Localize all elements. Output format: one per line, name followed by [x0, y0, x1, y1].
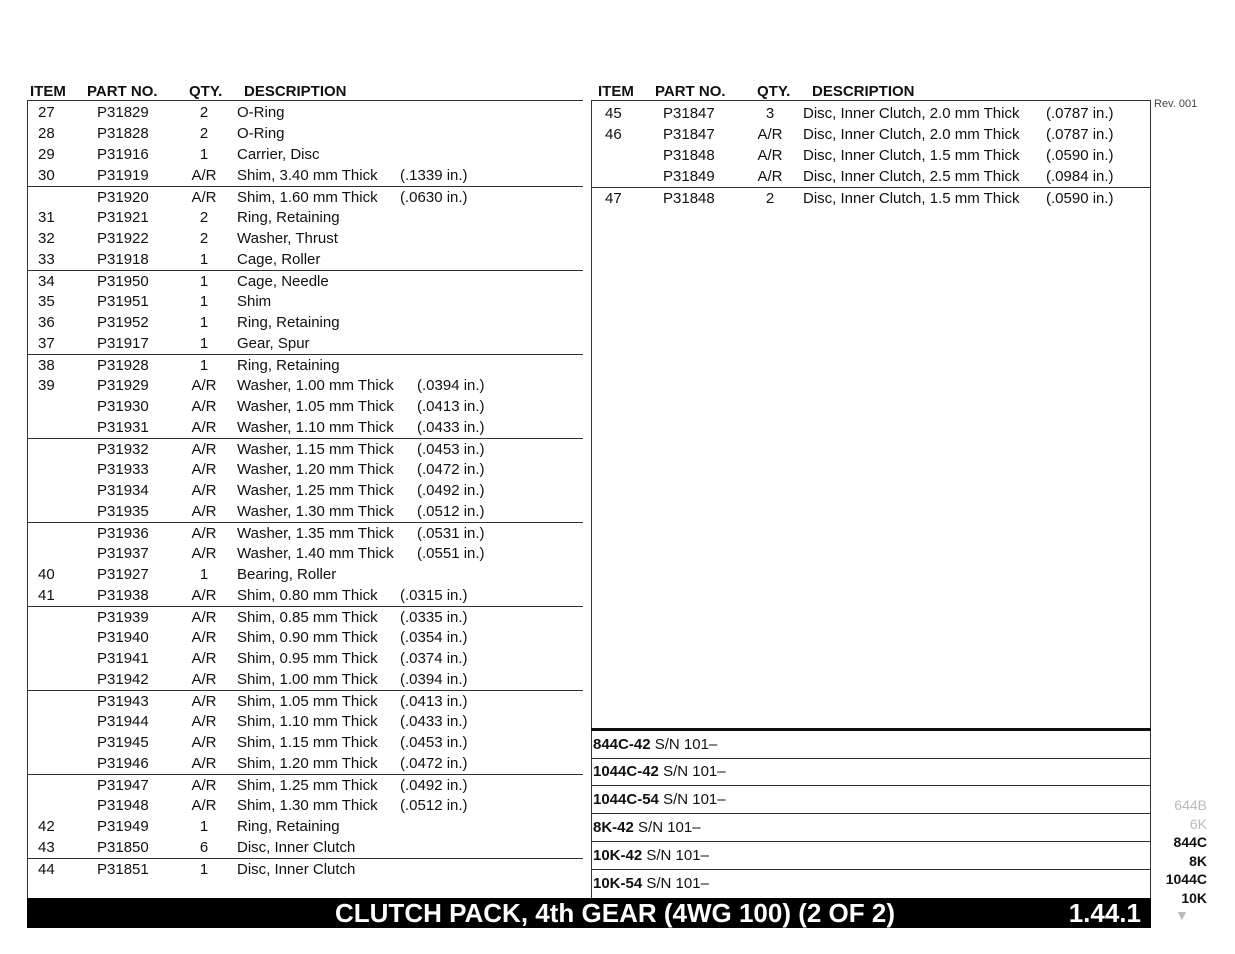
row-part-number: P31847: [663, 105, 715, 122]
header-description: DESCRIPTION: [244, 83, 347, 100]
row-size: (.0590 in.): [1046, 147, 1114, 164]
table-row: [27, 753, 583, 774]
row-part-number: P31939: [97, 609, 149, 626]
row-quantity: A/R: [191, 482, 217, 499]
table-row: [27, 501, 583, 522]
model-label: 1044C: [1165, 871, 1207, 887]
row-description: Washer, 1.05 mm Thick: [237, 398, 394, 415]
row-item-number: 38: [38, 357, 55, 374]
row-item-number: 46: [605, 126, 622, 143]
row-description: Washer, 1.15 mm Thick: [237, 441, 394, 458]
row-part-number: P31940: [97, 629, 149, 646]
row-item-number: 28: [38, 125, 55, 142]
row-quantity: 1: [199, 146, 209, 163]
row-description: Washer, Thrust: [237, 230, 338, 247]
row-description: Shim, 0.90 mm Thick: [237, 629, 378, 646]
title-banner: [27, 898, 1151, 928]
row-size: (.0413 in.): [417, 398, 485, 415]
row-size: (.0472 in.): [417, 461, 485, 478]
row-item-number: 35: [38, 293, 55, 310]
row-description: O-Ring: [237, 104, 285, 121]
row-quantity: A/R: [191, 587, 217, 604]
down-arrow-icon: ▼: [1175, 907, 1189, 923]
table-row: [27, 606, 583, 628]
left-header-rule: [27, 100, 583, 101]
serial-row: [591, 841, 1151, 870]
row-quantity: A/R: [191, 419, 217, 436]
row-description: Washer, 1.20 mm Thick: [237, 461, 394, 478]
row-quantity: A/R: [191, 797, 217, 814]
row-item-number: 32: [38, 230, 55, 247]
row-part-number: P31941: [97, 650, 149, 667]
serial-range: S/N 101–: [654, 736, 718, 753]
row-size: (.0394 in.): [417, 377, 485, 394]
row-description: Cage, Roller: [237, 251, 321, 268]
row-description: Disc, Inner Clutch, 2.0 mm Thick: [803, 126, 1020, 143]
header-description: DESCRIPTION: [812, 83, 915, 100]
row-part-number: P31920: [97, 189, 149, 206]
row-size: (.0472 in.): [400, 755, 468, 772]
model-index: [1127, 796, 1207, 907]
table-row: [27, 312, 583, 333]
serial-text: [593, 791, 726, 808]
row-part-number: P31848: [663, 190, 715, 207]
row-quantity: A/R: [191, 525, 217, 542]
row-part-number: P31945: [97, 734, 149, 751]
header-qty: QTY.: [757, 83, 791, 100]
serial-model: 10K-54: [593, 875, 643, 892]
model-label: 8K: [1189, 852, 1207, 869]
table-row: [27, 102, 583, 123]
row-description: Shim, 1.10 mm Thick: [237, 713, 378, 730]
serial-text: [593, 875, 709, 892]
serial-row: [591, 813, 1151, 842]
serial-model: 8K-42: [593, 819, 634, 836]
serial-row: [591, 757, 1151, 786]
row-size: (.0630 in.): [400, 189, 468, 206]
serial-range: S/N 101–: [646, 875, 709, 892]
model-label: 644B: [1174, 797, 1207, 813]
table-row: [27, 795, 583, 816]
table-row: [27, 627, 583, 648]
table-row: [27, 186, 583, 208]
row-part-number: P31851: [97, 861, 149, 878]
row-size: (.0335 in.): [400, 609, 468, 626]
table-row: [27, 669, 583, 690]
row-description: Shim, 1.15 mm Thick: [237, 734, 378, 751]
row-size: (.1339 in.): [400, 167, 468, 184]
row-quantity: A/R: [191, 671, 217, 688]
row-description: Bearing, Roller: [237, 566, 337, 583]
row-part-number: P31952: [97, 314, 149, 331]
table-row: [27, 144, 583, 165]
table-row: [27, 480, 583, 501]
row-item-number: 27: [38, 104, 55, 121]
row-quantity: A/R: [191, 734, 217, 751]
header-item: ITEM: [598, 83, 634, 100]
row-part-number: P31848: [663, 147, 715, 164]
row-part-number: P31849: [663, 168, 715, 185]
row-part-number: P31950: [97, 273, 149, 290]
row-quantity: 1: [199, 314, 209, 331]
row-description: Washer, 1.30 mm Thick: [237, 503, 394, 520]
row-description: Cage, Needle: [237, 273, 329, 290]
serial-range: S/N 101–: [663, 791, 726, 808]
row-description: Disc, Inner Clutch: [237, 839, 356, 856]
row-part-number: P31935: [97, 503, 149, 520]
table-row: [27, 543, 583, 564]
row-item-number: 43: [38, 839, 55, 856]
header-part-no: PART NO.: [655, 83, 726, 100]
row-part-number: P31949: [97, 818, 149, 835]
row-size: (.0354 in.): [400, 629, 468, 646]
row-quantity: A/R: [191, 777, 217, 794]
row-size: (.0551 in.): [417, 545, 485, 562]
row-part-number: P31930: [97, 398, 149, 415]
row-size: (.0512 in.): [417, 503, 485, 520]
section-number: 1.44.1: [1068, 898, 1141, 928]
table-row: [27, 438, 583, 460]
serial-model: 1044C-54: [593, 791, 659, 808]
table-row: [27, 396, 583, 417]
row-description: Washer, 1.35 mm Thick: [237, 525, 394, 542]
row-part-number: P31927: [97, 566, 149, 583]
row-size: (.0984 in.): [1046, 168, 1114, 185]
row-description: O-Ring: [237, 125, 285, 142]
row-description: Washer, 1.00 mm Thick: [237, 377, 394, 394]
serial-range: S/N 101–: [646, 847, 709, 864]
row-quantity: 2: [199, 104, 209, 121]
serial-range: S/N 101–: [638, 819, 701, 836]
row-description: Shim, 1.20 mm Thick: [237, 755, 378, 772]
row-description: Disc, Inner Clutch, 2.0 mm Thick: [803, 105, 1020, 122]
row-quantity: A/R: [191, 167, 217, 184]
table-row: [27, 459, 583, 480]
row-quantity: A/R: [191, 398, 217, 415]
row-part-number: P31917: [97, 335, 149, 352]
row-description: Disc, Inner Clutch, 2.5 mm Thick: [803, 168, 1020, 185]
row-description: Shim, 1.25 mm Thick: [237, 777, 378, 794]
header-part-no: PART NO.: [87, 83, 158, 100]
row-quantity: A/R: [191, 713, 217, 730]
table-row: [27, 690, 583, 712]
row-part-number: P31932: [97, 441, 149, 458]
row-part-number: P31922: [97, 230, 149, 247]
row-description: Shim, 1.05 mm Thick: [237, 693, 378, 710]
serial-row: [591, 730, 1151, 759]
row-item-number: 33: [38, 251, 55, 268]
table-row: [27, 270, 583, 292]
row-item-number: 41: [38, 587, 55, 604]
table-row: [27, 858, 583, 880]
row-size: (.0512 in.): [400, 797, 468, 814]
row-item-number: 40: [38, 566, 55, 583]
table-row: [27, 732, 583, 753]
row-description: Shim, 0.80 mm Thick: [237, 587, 378, 604]
row-description: Washer, 1.25 mm Thick: [237, 482, 394, 499]
serial-row: [591, 785, 1151, 814]
row-part-number: P31938: [97, 587, 149, 604]
table-row: [27, 585, 583, 606]
serial-text: [593, 736, 717, 753]
table-row: [27, 354, 583, 376]
row-item-number: 39: [38, 377, 55, 394]
row-quantity: A/R: [191, 441, 217, 458]
row-description: Shim, 1.00 mm Thick: [237, 671, 378, 688]
row-item-number: 36: [38, 314, 55, 331]
row-item-number: 29: [38, 146, 55, 163]
serial-range: S/N 101–: [663, 763, 726, 780]
row-quantity: 1: [199, 273, 209, 290]
row-quantity: A/R: [191, 377, 217, 394]
row-quantity: 3: [765, 105, 775, 122]
serial-model: 844C-42: [593, 736, 651, 753]
row-part-number: P31937: [97, 545, 149, 562]
row-description: Washer, 1.10 mm Thick: [237, 419, 394, 436]
row-quantity: 2: [199, 209, 209, 226]
row-item-number: 44: [38, 861, 55, 878]
row-description: Ring, Retaining: [237, 209, 340, 226]
row-part-number: P31942: [97, 671, 149, 688]
model-label: 6K: [1189, 815, 1207, 832]
serial-text: [593, 847, 709, 864]
row-item-number: 42: [38, 818, 55, 835]
table-row: [27, 648, 583, 669]
row-size: (.0453 in.): [417, 441, 485, 458]
row-description: Disc, Inner Clutch, 1.5 mm Thick: [803, 147, 1020, 164]
row-quantity: 1: [199, 566, 209, 583]
row-description: Shim, 3.40 mm Thick: [237, 167, 378, 184]
table-row: [591, 103, 1150, 124]
table-row: [27, 249, 583, 270]
table-row: [27, 333, 583, 354]
table-row: [591, 124, 1150, 145]
row-quantity: 2: [199, 125, 209, 142]
row-size: (.0590 in.): [1046, 190, 1114, 207]
row-item-number: 31: [38, 209, 55, 226]
row-quantity: A/R: [191, 189, 217, 206]
row-item-number: 47: [605, 190, 622, 207]
row-description: Ring, Retaining: [237, 357, 340, 374]
row-item-number: 45: [605, 105, 622, 122]
page-title: CLUTCH PACK, 4th GEAR (4WG 100) (2 OF 2): [335, 898, 896, 928]
row-part-number: P31929: [97, 377, 149, 394]
serial-text: [593, 819, 701, 836]
table-row: [27, 207, 583, 228]
row-description: Shim: [237, 293, 272, 310]
row-quantity: A/R: [191, 461, 217, 478]
row-quantity: 2: [199, 230, 209, 247]
model-label: 844C: [1173, 834, 1207, 850]
row-size: (.0413 in.): [400, 693, 468, 710]
row-description: Gear, Spur: [237, 335, 310, 352]
row-part-number: P31943: [97, 693, 149, 710]
row-part-number: P31850: [97, 839, 149, 856]
serial-text: [593, 763, 726, 780]
row-quantity: A/R: [191, 650, 217, 667]
model-label: 10K: [1181, 889, 1207, 906]
table-row: [27, 228, 583, 249]
row-part-number: P31921: [97, 209, 149, 226]
row-size: (.0433 in.): [400, 713, 468, 730]
row-part-number: P31946: [97, 755, 149, 772]
row-quantity: 1: [199, 251, 209, 268]
row-item-number: 37: [38, 335, 55, 352]
row-size: (.0787 in.): [1046, 126, 1114, 143]
header-item: ITEM: [30, 83, 66, 100]
row-part-number: P31928: [97, 357, 149, 374]
row-size: (.0787 in.): [1046, 105, 1114, 122]
table-row: [27, 291, 583, 312]
row-description: Washer, 1.40 mm Thick: [237, 545, 394, 562]
row-description: Disc, Inner Clutch, 1.5 mm Thick: [803, 190, 1020, 207]
row-description: Shim, 0.85 mm Thick: [237, 609, 378, 626]
header-qty: QTY.: [189, 83, 223, 100]
table-row: [27, 375, 583, 396]
row-quantity: 6: [199, 839, 209, 856]
row-quantity: A/R: [191, 503, 217, 520]
table-row: [27, 774, 583, 796]
row-size: (.0531 in.): [417, 525, 485, 542]
row-quantity: A/R: [757, 126, 783, 143]
row-part-number: P31934: [97, 482, 149, 499]
row-part-number: P31919: [97, 167, 149, 184]
row-quantity: A/R: [191, 609, 217, 626]
row-quantity: A/R: [191, 545, 217, 562]
table-row: [27, 165, 583, 186]
table-row: [591, 187, 1150, 209]
row-quantity: 1: [199, 335, 209, 352]
row-quantity: 1: [199, 861, 209, 878]
row-description: Shim, 1.60 mm Thick: [237, 189, 378, 206]
table-row: [591, 166, 1150, 187]
row-quantity: A/R: [757, 168, 783, 185]
row-quantity: 1: [199, 293, 209, 310]
table-row: [27, 417, 583, 438]
row-quantity: 2: [765, 190, 775, 207]
row-part-number: P31947: [97, 777, 149, 794]
row-description: Disc, Inner Clutch: [237, 861, 356, 878]
row-size: (.0453 in.): [400, 734, 468, 751]
table-row: [27, 522, 583, 544]
row-description: Ring, Retaining: [237, 818, 340, 835]
table-row: [591, 145, 1150, 166]
serial-model: 1044C-42: [593, 763, 659, 780]
serial-row: [591, 869, 1151, 897]
row-part-number: P31918: [97, 251, 149, 268]
row-size: (.0492 in.): [400, 777, 468, 794]
table-row: [27, 711, 583, 732]
row-quantity: 1: [199, 357, 209, 374]
table-row: [27, 123, 583, 144]
row-quantity: A/R: [191, 755, 217, 772]
row-size: (.0374 in.): [400, 650, 468, 667]
revision-label: Rev. 001: [1154, 98, 1198, 110]
row-item-number: 30: [38, 167, 55, 184]
row-quantity: A/R: [191, 629, 217, 646]
row-description: Shim, 0.95 mm Thick: [237, 650, 378, 667]
row-part-number: P31828: [97, 125, 149, 142]
row-description: Carrier, Disc: [237, 146, 320, 163]
row-size: (.0315 in.): [400, 587, 468, 604]
row-part-number: P31847: [663, 126, 715, 143]
row-item-number: 34: [38, 273, 55, 290]
row-part-number: P31916: [97, 146, 149, 163]
row-description: Shim, 1.30 mm Thick: [237, 797, 378, 814]
row-part-number: P31951: [97, 293, 149, 310]
table-row: [27, 837, 583, 858]
row-part-number: P31931: [97, 419, 149, 436]
row-part-number: P31944: [97, 713, 149, 730]
row-description: Ring, Retaining: [237, 314, 340, 331]
table-row: [27, 564, 583, 585]
row-quantity: A/R: [757, 147, 783, 164]
row-size: (.0394 in.): [400, 671, 468, 688]
row-quantity: A/R: [191, 693, 217, 710]
right-header-rule: [591, 100, 1151, 101]
row-quantity: 1: [199, 818, 209, 835]
row-part-number: P31829: [97, 104, 149, 121]
row-part-number: P31933: [97, 461, 149, 478]
row-part-number: P31936: [97, 525, 149, 542]
row-part-number: P31948: [97, 797, 149, 814]
table-row: [27, 816, 583, 837]
row-size: (.0433 in.): [417, 419, 485, 436]
serial-model: 10K-42: [593, 847, 643, 864]
row-size: (.0492 in.): [417, 482, 485, 499]
